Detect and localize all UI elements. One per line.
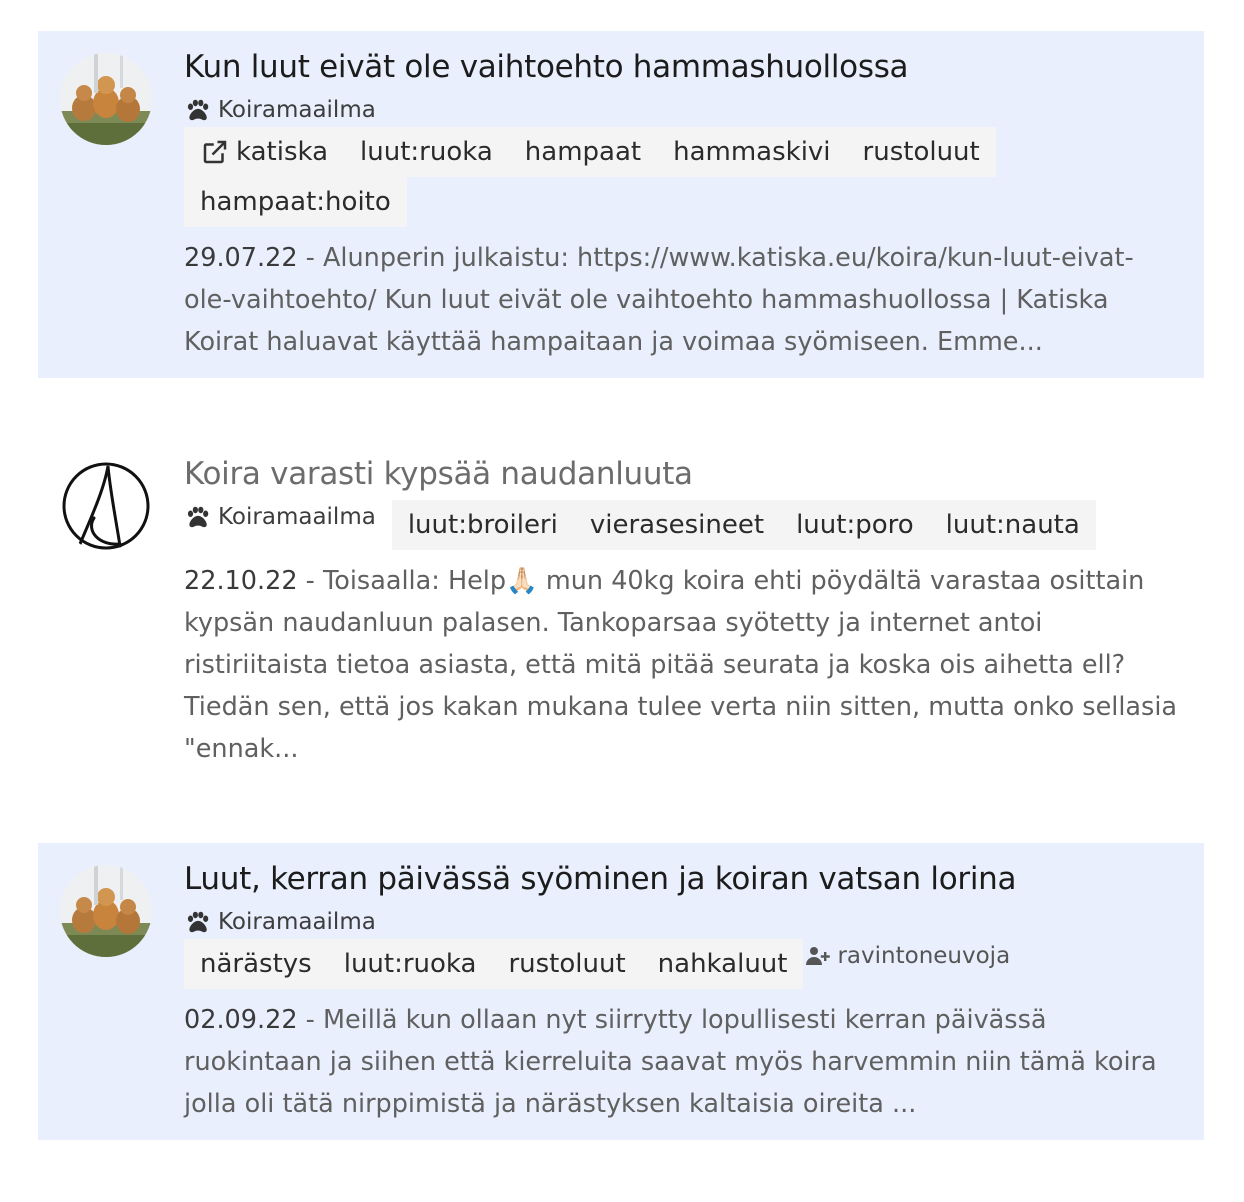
- post-date: 22.10.22: [184, 566, 298, 596]
- tag-item[interactable]: luut:poro: [780, 500, 930, 550]
- tag-list: [392, 500, 1096, 550]
- author[interactable]: [184, 93, 376, 127]
- tag-item[interactable]: hammaskivi: [657, 127, 846, 177]
- tag-item[interactable]: rustoluut: [847, 127, 996, 177]
- tag-item[interactable]: närästys: [184, 939, 328, 989]
- mention-label: ravintoneuvoja: [837, 943, 1011, 969]
- paw-icon: [184, 504, 210, 530]
- dogs-photo-icon: [60, 53, 152, 145]
- date-separator: -: [305, 1005, 323, 1035]
- post-card[interactable]: [38, 843, 1204, 1140]
- tag-list: [184, 939, 1180, 989]
- tag-item[interactable]: nahkaluut: [642, 939, 804, 989]
- author-name: Koiramaailma: [218, 909, 376, 935]
- post-date: 02.09.22: [184, 1005, 298, 1035]
- post-excerpt: [184, 237, 1180, 363]
- paw-icon: [184, 97, 210, 123]
- post-excerpt: [184, 999, 1180, 1125]
- tag-item[interactable]: hampaat: [509, 127, 657, 177]
- tag-item[interactable]: luut:ruoka: [344, 127, 509, 177]
- tag-item[interactable]: vierasesineet: [574, 500, 780, 550]
- date-separator: -: [305, 243, 323, 273]
- avatar[interactable]: [60, 460, 152, 552]
- post-title[interactable]: Luut, kerran päivässä syöminen ja koiran vatsan lorina: [184, 861, 1017, 897]
- tag-list: [184, 127, 1180, 227]
- post-excerpt: [184, 560, 1180, 770]
- tag-item[interactable]: hampaat:hoito: [184, 177, 407, 227]
- user-plus-icon: [805, 945, 831, 967]
- post-card[interactable]: [38, 31, 1204, 378]
- author-name: Koiramaailma: [218, 97, 376, 123]
- mention-group[interactable]: [805, 939, 1010, 973]
- author-name: Koiramaailma: [218, 504, 376, 530]
- author[interactable]: [184, 905, 376, 939]
- excerpt-text: Meillä kun ollaan nyt siirrytty lopullisesti kerran päivässä ruokintaan ja siihen että kierreluita saavat myös harvemmin niin tämä koira jolla oli tätä nirppimistä ja närästyksen kaltaisia oireita ...: [184, 1005, 1157, 1119]
- tag-item[interactable]: rustoluut: [492, 939, 641, 989]
- excerpt-text: Toisaalla: Help🙏🏻 mun 40kg koira ehti pöydältä varastaa osittain kypsän naudanluun palasen. Tankoparsaa syötetty ja internet antoi ristiriitaista tietoa asiasta, että mitä pitää seurata ja koska ois aihetta ell? Tiedän sen, että jos kakan mukana tulee verta niin sitten, mutta onko sellasia "ennak...: [184, 566, 1178, 764]
- tag-item[interactable]: luut:broileri: [392, 500, 574, 550]
- tag-item[interactable]: luut:nauta: [930, 500, 1096, 550]
- author[interactable]: [184, 500, 376, 534]
- tag-label: katiska: [236, 137, 329, 167]
- post-title[interactable]: Kun luut eivät ole vaihtoehto hammashuollossa: [184, 49, 909, 85]
- date-separator: -: [305, 566, 323, 596]
- excerpt-text: Alunperin julkaistu: https://www.katiska.eu/koira/kun-luut-eivat-ole-vaihtoehto/ Kun luut eivät ole vaihtoehto hammashuollossa | Katiska Koirat haluavat käyttää hampaitaan ja voimaa syömiseen. Emme...: [184, 243, 1134, 357]
- tag-item[interactable]: luut:ruoka: [328, 939, 493, 989]
- avatar[interactable]: [60, 865, 152, 957]
- post-card[interactable]: [38, 438, 1204, 782]
- paw-icon: [184, 909, 210, 935]
- tag-item[interactable]: [184, 127, 344, 177]
- post-date: 29.07.22: [184, 243, 298, 273]
- dogs-photo-icon: [60, 865, 152, 957]
- avatar[interactable]: [60, 53, 152, 145]
- anarchy-a-logo-icon: [60, 460, 152, 552]
- external-link-icon: [200, 137, 230, 167]
- post-title[interactable]: Koira varasti kypsää naudanluuta: [184, 456, 693, 492]
